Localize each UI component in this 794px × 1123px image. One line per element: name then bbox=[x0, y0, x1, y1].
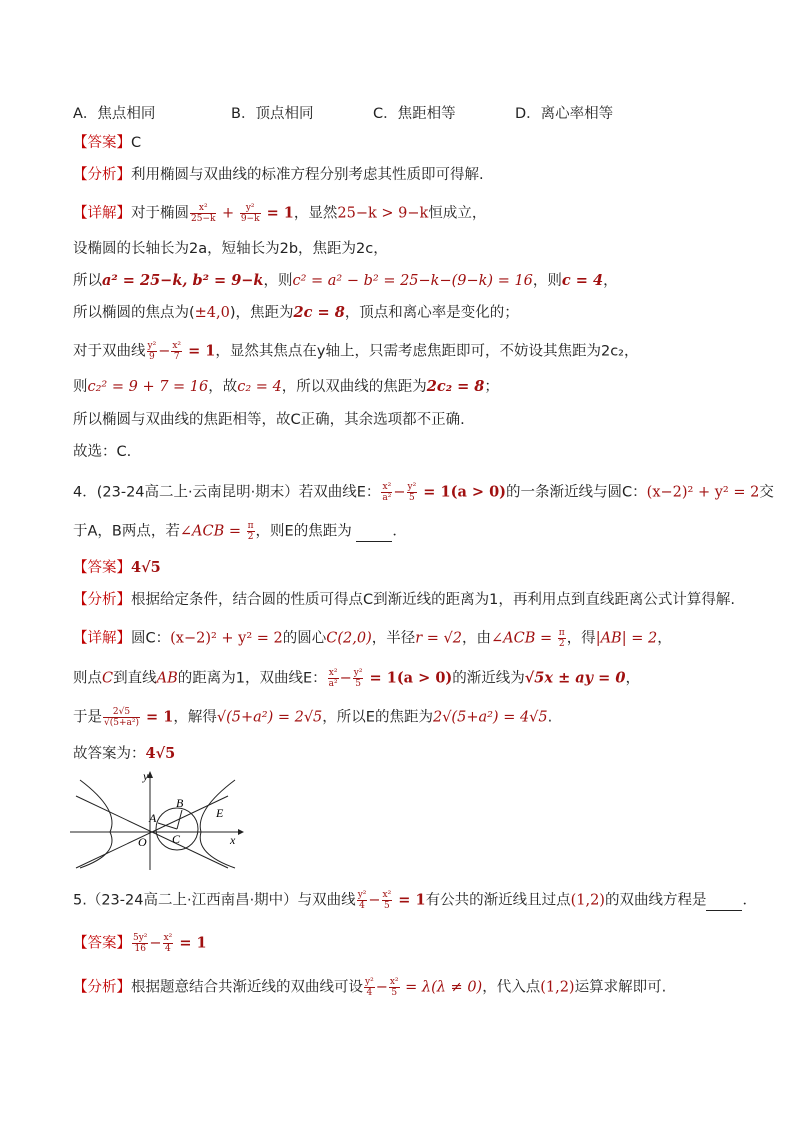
q3-detail-line-6: 则c₂² = 9 + 7 = 16，故c₂ = 4，所以双曲线的焦距为2c₂ = 8； bbox=[73, 378, 499, 395]
x-label: x bbox=[230, 833, 236, 847]
answer-value: 4√5 bbox=[131, 559, 161, 576]
a-label: A bbox=[149, 811, 157, 825]
answer-value: C bbox=[131, 135, 142, 151]
x-axis-arrow bbox=[238, 829, 244, 835]
q3-detail-line-2: 设椭圆的长轴长为2a，短轴长为2b，焦距为2c， bbox=[73, 241, 388, 257]
option-d: D．离心率相等 bbox=[515, 106, 614, 122]
analysis-tag: 【分析】 bbox=[73, 167, 131, 183]
q4-detail-line-1: 【详解】圆C：(x−2)² + y² = 2的圆心C(2,0)，半径r = √2，由∠ACB = $\frac{\pi}{2}$ ，得|AB| = 2， bbox=[73, 628, 672, 649]
q5-answer-line: 【答案】 $\frac{\text{5y²}}{16}$ − $\frac{\text{x²}}{4}$ = 1 bbox=[73, 933, 207, 954]
q3-detail-line-5: 对于双曲线 $\frac{\text{y²}}{9}$ − $\frac{\text{x²}}{7}$ = 1，显然其焦点在y轴上，只需考虑焦距即可，不妨设其焦距为2c₂， bbox=[73, 341, 639, 362]
text: 对于椭圆 bbox=[131, 205, 189, 222]
y-label: y bbox=[143, 770, 149, 783]
q3-analysis-line bbox=[73, 165, 484, 185]
q4-stem-line-1: 4．(23-24高二上·云南昆明·期末）若双曲线E： $\frac{\text{x²}}{\text{a²}}$ − $\frac{\text{y²}}{5}$ = 1(a > 0)的一条渐近线与圆C：(x−2)² + y² = 2交 bbox=[73, 482, 774, 503]
o-label: O bbox=[138, 835, 147, 849]
q4-analysis-line: 【分析】根据给定条件，结合圆的性质可得点C到渐近线的距离为1，再利用点到直线距离公式计算得解. bbox=[73, 592, 735, 608]
q4-detail-line-4: 故答案为：4√5 bbox=[73, 745, 176, 762]
fraction: $\frac{\text{x²}}{25-k}$ bbox=[191, 203, 216, 224]
option-b: B．顶点相同 bbox=[231, 106, 314, 122]
q4-detail-line-2: 则点C到直线AB的距离为1，双曲线E： $\frac{\text{x²}}{\text{a²}}$ − $\frac{\text{y²}}{5}$ = 1(a > 0)的渐近线为√5x ± ay = 0， bbox=[73, 668, 640, 689]
e-label: E bbox=[216, 806, 224, 820]
hyperbola-right-branch bbox=[200, 780, 235, 868]
analysis-text: 利用椭圆与双曲线的标准方程分别考虑其性质即可得解. bbox=[131, 167, 484, 183]
option-c: C．焦距相等 bbox=[373, 106, 456, 122]
answer-blank[interactable] bbox=[356, 527, 392, 542]
q4-answer-line: 【答案】4√5 bbox=[73, 559, 161, 576]
q3-detail-line-3: 所以a² = 25−k, b² = 9−k，则c² = a² − b² = 25−k−(9−k) = 16，则c = 4， bbox=[73, 272, 618, 289]
hyperbola-circle-figure bbox=[70, 770, 245, 870]
q4-stem-line-2: 于A，B两点，若∠ACB = $\frac{\pi}{2}$ ，则E的焦距为 ． bbox=[73, 521, 407, 542]
q3-answer-line bbox=[73, 133, 141, 153]
fraction: $\frac{\text{y²}}{9-k}$ bbox=[240, 203, 260, 224]
q5-stem-line: 5.（23-24高二上·江西南昌·期中）与双曲线 $\frac{\text{y²}}{4}$ − $\frac{\text{x²}}{5}$ = 1有公共的渐近线且过点(1,2)的双曲线方程是 ． bbox=[73, 890, 757, 911]
b-label: B bbox=[176, 796, 184, 810]
q5-analysis-line: 【分析】根据题意结合共渐近线的双曲线可设 $\frac{\text{y²}}{4}$ − $\frac{\text{x²}}{5}$ = λ(λ ≠ 0)，代入点(1,2)运算求解即可. bbox=[73, 977, 667, 998]
c-label: C bbox=[172, 832, 181, 846]
q3-detail-line-1: 【详解】对于椭圆 $\frac{\text{x²}}{25-k}$ + $\frac{\text{y²}}{9-k}$ = 1，显然25−k > 9−k恒成立， bbox=[73, 203, 487, 224]
q3-detail-line-4: 所以椭圆的焦点为(±4,0)，焦距为2c = 8，顶点和离心率是变化的； bbox=[73, 304, 519, 321]
q3-detail-line-7: 所以椭圆与双曲线的焦距相等，故C正确，其余选项都不正确. bbox=[73, 412, 465, 428]
option-a: A．焦点相同 bbox=[73, 106, 156, 122]
q4-detail-line-3: 于是 $\frac{2√5}{\text{√(5+a²)}}$ = 1，解得√(5+a²) = 2√5，所以E的焦距为2√(5+a²) = 4√5. bbox=[73, 707, 553, 728]
detail-tag: 【详解】 bbox=[73, 205, 131, 222]
answer-tag: 【答案】 bbox=[73, 135, 131, 151]
answer-blank[interactable] bbox=[706, 896, 742, 911]
q3-detail-line-8: 故选：C. bbox=[73, 444, 132, 460]
hyperbola-left-branch bbox=[80, 780, 112, 868]
